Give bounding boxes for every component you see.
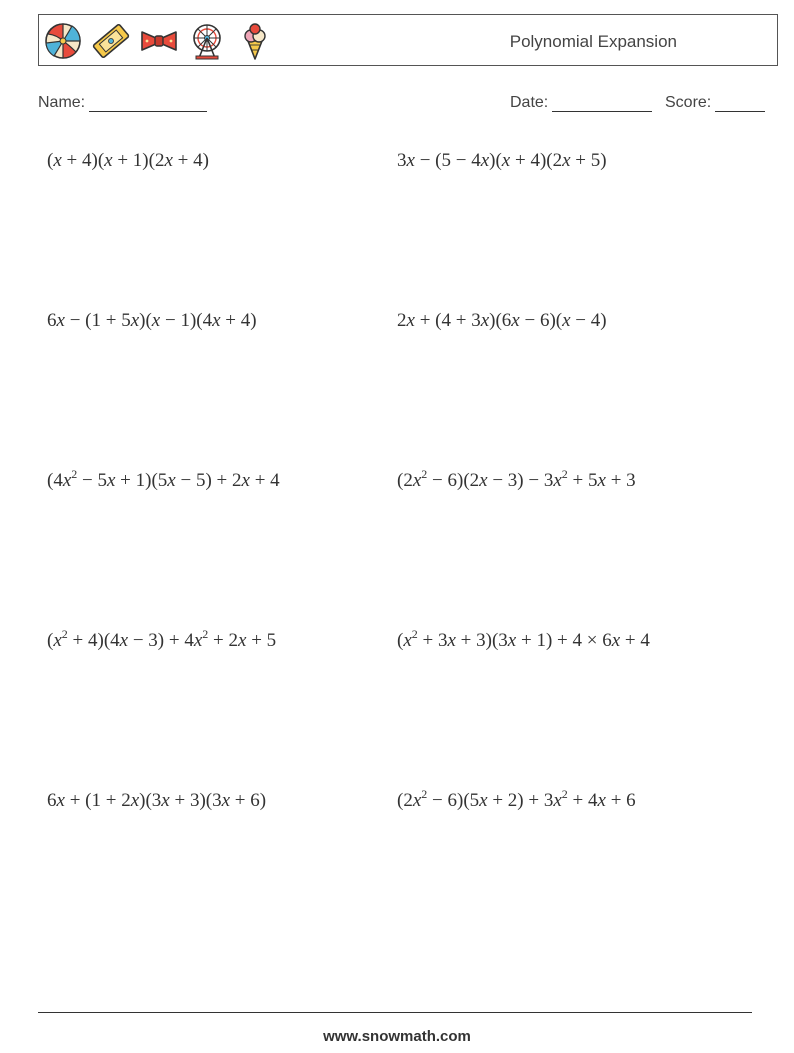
name-field: [38, 94, 207, 112]
footer-divider: [38, 1012, 752, 1013]
problem-7: $(x^2 + 4)(4x - 3) + 4x^2 + 2x + 5$: [47, 627, 277, 651]
problem-8: $(x^2 + 3x + 3)(3x + 1) + 4 \times 6x + 4$: [397, 627, 650, 651]
worksheet-title: Polynomial Expansion: [509, 32, 677, 51]
score-blank: [715, 95, 765, 112]
footer-url: www.snowmath.com: [323, 1028, 471, 1045]
beach-ball-icon: [43, 21, 83, 61]
name-blank: [89, 95, 207, 112]
header-icons: [43, 21, 275, 61]
problem-9: 6x + (1 + 2x)(3x + 3)(3x + 6): [47, 790, 267, 811]
worksheet-header: [38, 14, 778, 66]
problem-10: $(2x^2 - 6)(5x + 2) + 3x^2 + 4x + 6$: [397, 787, 636, 811]
score-field: [665, 94, 765, 112]
score-label: Score:: [665, 94, 712, 111]
problem-1: (x + 4)(x + 1)(2x + 4): [47, 150, 209, 171]
problem-6: $(2x^2 - 6)(2x - 3) - 3x^2 + 5x + 3$: [397, 467, 636, 491]
problem-3: 6x − (1 + 5x)(x − 1)(4x + 4): [47, 310, 257, 331]
problem-4: 2x + (4 + 3x)(6x − 6)(x − 4): [397, 310, 607, 331]
bow-tie-icon: [139, 21, 179, 61]
name-label: Name:: [38, 94, 86, 111]
date-blank: [552, 95, 652, 112]
ferris-wheel-icon: [187, 21, 227, 61]
problem-5: $(4x^2 - 5x + 1)(5x - 5) + 2x + 4$: [47, 467, 280, 491]
ticket-icon: [91, 21, 131, 61]
date-label: Date:: [510, 94, 549, 111]
date-field: [510, 94, 652, 112]
ice-cream-cone-icon: [235, 21, 275, 61]
problem-2: 3x − (5 − 4x)(x + 4)(2x + 5): [397, 150, 607, 171]
